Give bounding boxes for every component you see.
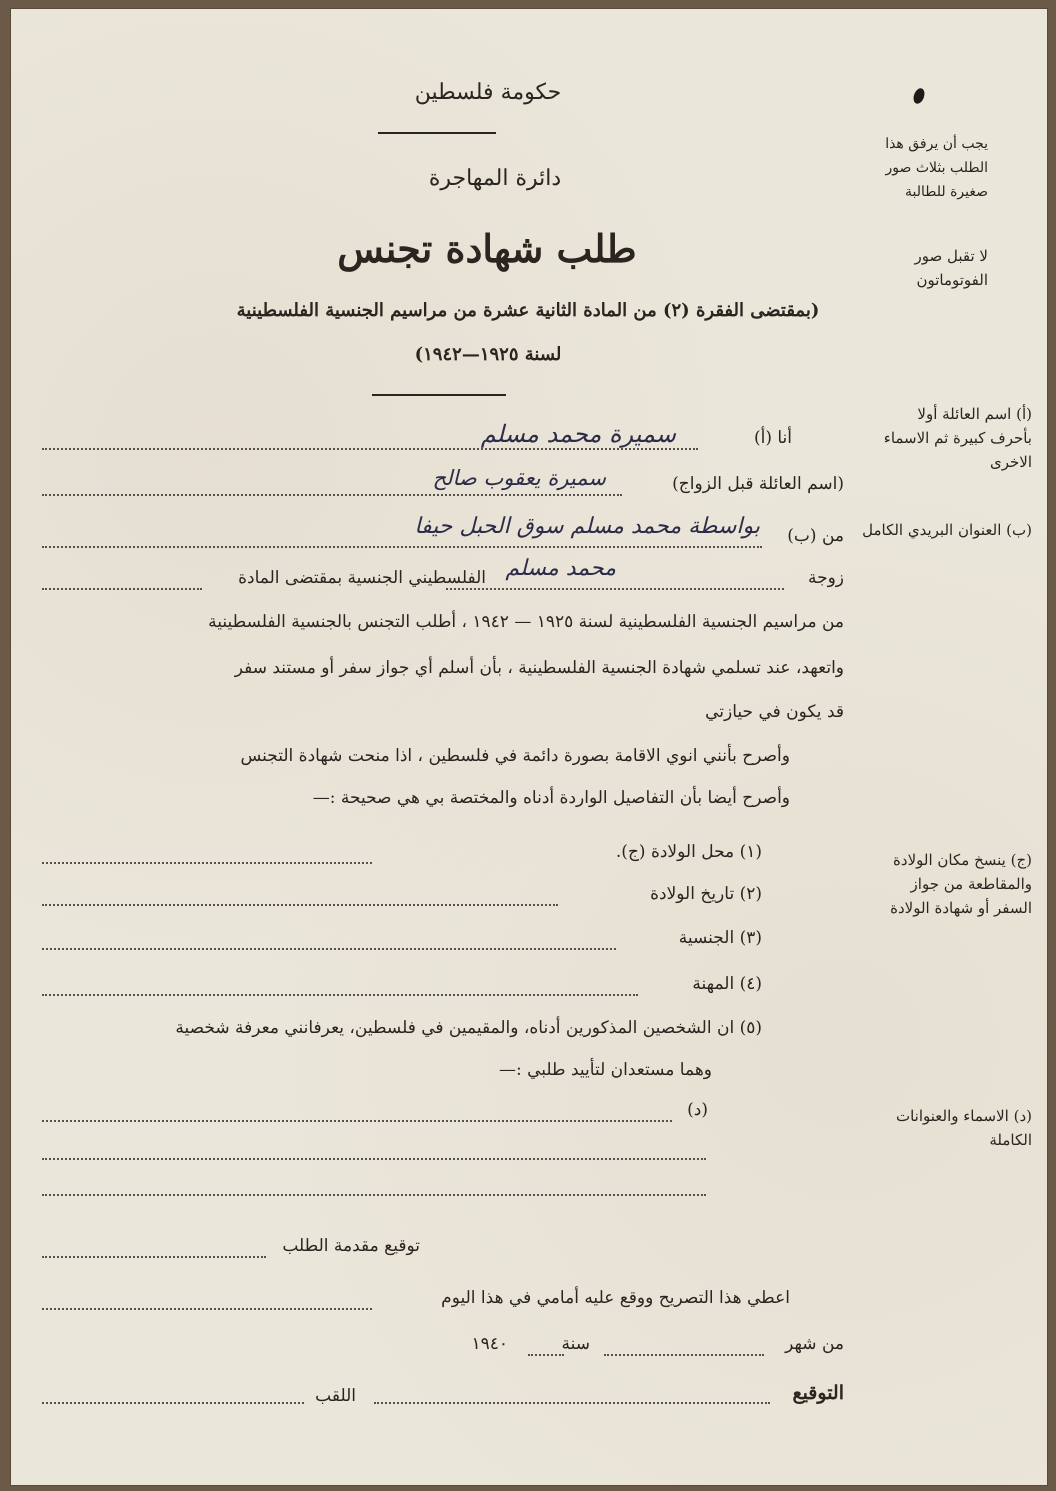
margin-note-d: (د) الاسماء والعنوانات الكاملة	[895, 1107, 1032, 1149]
applicant-signature-label: توقيع مقدمة الطلب	[282, 1236, 420, 1256]
margin-note-photomaton: لا تقبل صور الفوتوماتون	[914, 247, 988, 289]
year-dots	[528, 1354, 564, 1356]
applicant-name-label: أنا (أ)	[753, 428, 792, 448]
maiden-name-field[interactable]	[42, 494, 622, 496]
husband-value: محمد مسلم	[505, 556, 616, 581]
occupation-field[interactable]	[42, 994, 638, 996]
maiden-name-label: (اسم العائلة قبل الزواج)	[672, 474, 844, 494]
header-rule	[378, 132, 496, 134]
husband-label: زوجة	[807, 568, 844, 588]
referee-field-1[interactable]	[42, 1120, 672, 1122]
item-referees-cont: وهما مستعدان لتأييد طلبي :—	[499, 1060, 712, 1080]
item-d-label: (د)	[687, 1100, 708, 1120]
department-heading: دائرة المهاجرة	[428, 166, 562, 191]
article-field[interactable]	[42, 588, 202, 590]
paragraph-particulars: وأصرح أيضا بأن التفاصيل الواردة أدناه والمختصة بي هي صحيحة :—	[312, 788, 790, 808]
year-label: سنة	[561, 1334, 590, 1354]
maiden-name-value: سميرة يعقوب صالح	[432, 466, 606, 490]
address-value: بواسطة محمد مسلم سوق الحبل حيفا	[414, 514, 760, 539]
item-referees: (٥) ان الشخصين المذكورين أدناه، والمقيمين في فلسطين، يعرفانني معرفة شخصية	[175, 1018, 762, 1038]
month-field[interactable]	[604, 1354, 764, 1356]
margin-note-b: (ب) العنوان البريدي الكامل	[862, 521, 1032, 539]
item-birthplace: (١) محل الولادة (ج).	[615, 842, 762, 862]
paragraph-undertaking: واتعهد، عند تسلمي شهادة الجنسية الفلسطينية ، بأن أسلم أي جواز سفر أو مستند سفر	[234, 658, 844, 678]
form-title: طلب شهادة تجنس	[337, 226, 637, 271]
government-heading: حكومة فلسطين	[414, 80, 562, 105]
title-field[interactable]	[42, 1402, 304, 1404]
year-value[interactable]: ١٩٤٠	[471, 1334, 508, 1354]
address-field[interactable]	[42, 546, 762, 548]
address-label: من (ب)	[787, 526, 844, 546]
husband-field[interactable]	[446, 588, 784, 590]
paragraph-residence: وأصرح بأنني انوي الاقامة بصورة دائمة في فلسطين ، اذا منحت شهادة التجنس	[240, 746, 790, 766]
applicant-name-value: سميرة محمد مسلم	[480, 420, 676, 448]
applicant-signature-field[interactable]	[42, 1256, 266, 1258]
signature-field[interactable]	[374, 1402, 770, 1404]
item-birthdate: (٢) تاريخ الولادة	[650, 884, 762, 904]
margin-note-a: (أ) اسم العائلة أولا بأحرف كبيرة ثم الاسماء الاخرى	[883, 405, 1032, 471]
signature-label: التوقيع	[792, 1382, 844, 1404]
paragraph-decrees: من مراسيم الجنسية الفلسطينية لسنة ١٩٢٥ — ١٩٤٢ ، أطلب التجنس بالجنسية الفلسطينية	[208, 612, 844, 632]
paragraph-possession: قد يكون في حيازتي	[705, 702, 844, 722]
nationality-field[interactable]	[42, 948, 616, 950]
month-label: من شهر	[785, 1334, 844, 1354]
declaration-day-field[interactable]	[42, 1308, 372, 1310]
husband-nationality-text: الفلسطيني الجنسية بمقتضى المادة	[238, 568, 486, 588]
birthplace-field[interactable]	[42, 862, 372, 864]
item-occupation: (٤) المهنة	[692, 974, 762, 994]
declaration-text: اعطي هذا التصريح ووقع عليه أمامي في هذا اليوم	[441, 1288, 790, 1308]
birthdate-field[interactable]	[42, 904, 558, 906]
title-label: اللقب	[315, 1386, 356, 1406]
subtitle-rule	[372, 394, 506, 396]
form-subtitle-line2: لسنة ١٩٢٥—١٩٤٢)	[414, 344, 562, 365]
referee-field-2[interactable]	[42, 1158, 706, 1160]
margin-note-photos: يجب أن يرفق هذا الطلب بثلاث صور صغيرة للطالبة	[885, 136, 988, 200]
item-nationality: (٣) الجنسية	[678, 928, 762, 948]
applicant-name-field[interactable]	[42, 448, 698, 450]
form-subtitle-line1: (بمقتضى الفقرة (٢) من المادة الثانية عشرة من مراسيم الجنسية الفلسطينية	[236, 300, 820, 321]
referee-field-3[interactable]	[42, 1194, 706, 1196]
margin-note-c: (ج) ينسخ مكان الولادة والمقاطعة من جواز السفر أو شهادة الولادة	[890, 851, 1032, 917]
